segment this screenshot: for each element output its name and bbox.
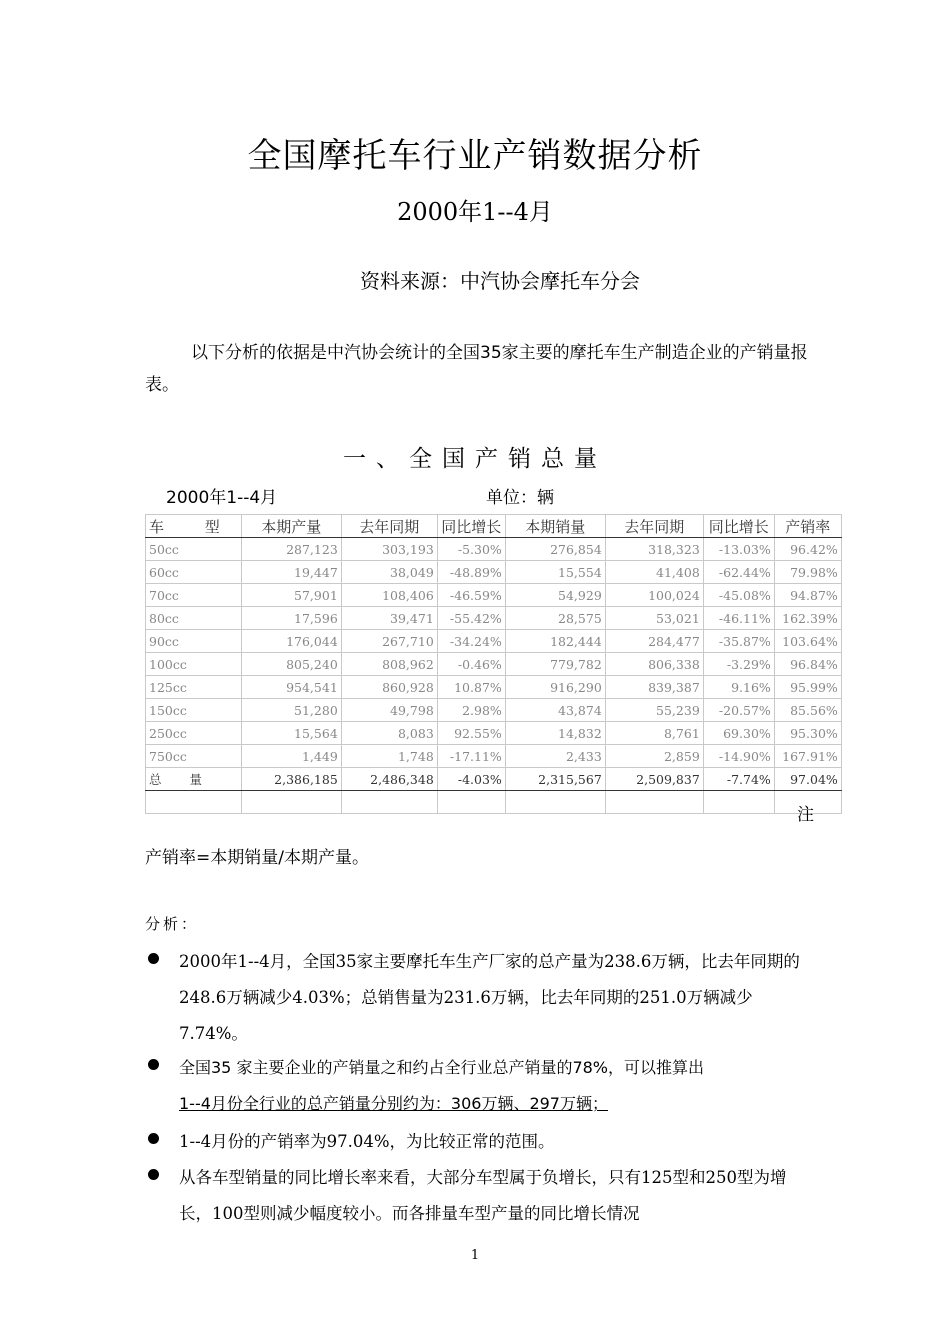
column-header: 产销率 [774,515,841,538]
table-cell: 318,323 [605,538,703,561]
table-row [146,699,842,722]
table-cell: -55.42% [437,607,505,630]
bullet-item [145,1160,815,1232]
table-cell: -14.90% [703,745,774,768]
table-cell: 50cc [146,538,242,561]
table-cell: -7.74% [703,768,774,791]
table-row [146,538,842,561]
column-header: 去年同期 [341,515,437,538]
table-cell [241,791,341,814]
column-header: 车 型 [146,515,242,538]
table-cell: -3.29% [703,653,774,676]
table-cell: 92.55% [437,722,505,745]
section-heading: 一、全国产销总量 [343,446,607,472]
table-cell: 150cc [146,699,242,722]
empty-row [146,791,842,814]
table-cell: 28,575 [505,607,605,630]
table-cell: 17,596 [241,607,341,630]
table-cell: 39,471 [341,607,437,630]
table-cell: 85.56% [774,699,841,722]
table-cell: 79.98% [774,561,841,584]
table-cell: 8,761 [605,722,703,745]
table-cell: 69.30% [703,722,774,745]
table-cell: 95.99% [774,676,841,699]
column-header: 去年同期 [605,515,703,538]
bullet-item [145,1124,815,1160]
table-period: 2000年1--4月 [166,488,278,508]
table-unit: 单位：辆 [486,488,554,508]
bullet-text-line: 全国35 家主要企业的产销量之和约占全行业总产销量的78%，可以推算出 [179,1058,705,1077]
table-cell: -0.46% [437,653,505,676]
table-cell: -35.87% [703,630,774,653]
table-cell: 2,386,185 [241,768,341,791]
table-cell: -62.44% [703,561,774,584]
intro-paragraph: 以下分析的依据是中汽协会统计的全国35家主要的摩托车生产制造企业的产销量报表。 [145,343,808,395]
table-cell: 14,832 [505,722,605,745]
table-cell: 60cc [146,561,242,584]
table-cell: 100cc [146,653,242,676]
table-cell: 808,962 [341,653,437,676]
note-marker: 注 [797,805,814,825]
table-cell [605,791,703,814]
table-cell: -34.24% [437,630,505,653]
table-cell: -46.59% [437,584,505,607]
table-cell: -4.03% [437,768,505,791]
table-cell [505,791,605,814]
bullet-icon [148,1169,159,1180]
table-cell: 167.91% [774,745,841,768]
table-cell: 80cc [146,607,242,630]
table-cell: 860,928 [341,676,437,699]
table-cell: -46.11% [703,607,774,630]
table-cell: 8,083 [341,722,437,745]
bullet-icon [148,1133,159,1144]
table-cell: 1,748 [341,745,437,768]
bullet-text: 2000年1--4月，全国35家主要摩托车生产厂家的总产量为238.6万辆，比去年同期的248.6万辆减少4.03%；总销售量为231.6万辆，比去年同期的251.0万辆减少7.74%。 [179,952,800,1043]
table-cell [146,791,242,814]
note-text: 产销率=本期销量/本期产量。 [145,848,369,868]
table-cell: 108,406 [341,584,437,607]
table-cell: 162.39% [774,607,841,630]
table-cell: 总 量 [146,768,242,791]
table-cell: 90cc [146,630,242,653]
bullet-icon [148,1059,159,1070]
table-cell: 9.16% [703,676,774,699]
table-cell: 779,782 [505,653,605,676]
table-cell: 49,798 [341,699,437,722]
table-cell: 51,280 [241,699,341,722]
table-cell: 916,290 [505,676,605,699]
document-title: 全国摩托车行业产销数据分析 [247,136,703,176]
production-sales-table [145,514,842,814]
table-header-row [146,515,842,538]
table-cell: 38,049 [341,561,437,584]
table-cell: 19,447 [241,561,341,584]
table-cell [341,791,437,814]
table-cell: -5.30% [437,538,505,561]
table-cell: 57,901 [241,584,341,607]
table-cell: 276,854 [505,538,605,561]
table-cell: 267,710 [341,630,437,653]
data-source: 资料来源：中汽协会摩托车分会 [360,269,640,293]
bullet-text: 1--4月份的产销率为97.04%，为比较正常的范围。 [179,1132,555,1151]
table-cell: 103.64% [774,630,841,653]
table-cell: 2,315,567 [505,768,605,791]
table-cell: -17.11% [437,745,505,768]
table-cell: 182,444 [505,630,605,653]
table-cell: 2,433 [505,745,605,768]
table-cell [703,791,774,814]
table-cell: 55,239 [605,699,703,722]
analysis-label: 分析： [145,915,200,933]
table-cell: 284,477 [605,630,703,653]
column-header: 本期销量 [505,515,605,538]
bullet-icon [148,953,159,964]
table-cell [437,791,505,814]
table-row [146,676,842,699]
table-row [146,584,842,607]
bullet-text-underlined: 1--4月份全行业的总产销量分别约为：306万辆、297万辆； [179,1094,608,1113]
total-row [146,768,842,791]
column-header: 同比增长 [703,515,774,538]
table-cell: 100,024 [605,584,703,607]
table-cell: 954,541 [241,676,341,699]
page-number: 1 [470,1248,480,1263]
table-cell: 97.04% [774,768,841,791]
table-cell: -48.89% [437,561,505,584]
table-row [146,607,842,630]
table-cell: 176,044 [241,630,341,653]
table-cell: 839,387 [605,676,703,699]
table-cell: 43,874 [505,699,605,722]
table-cell: 10.87% [437,676,505,699]
table-cell: 96.42% [774,538,841,561]
table-cell: 15,554 [505,561,605,584]
table-row [146,722,842,745]
table-row [146,561,842,584]
document-subtitle: 2000年1--4月 [397,198,553,226]
table-cell: 70cc [146,584,242,607]
table-cell: 2,509,837 [605,768,703,791]
bullet-text [179,1050,815,1122]
column-header: 本期产量 [241,515,341,538]
table-cell: 250cc [146,722,242,745]
table-cell: 15,564 [241,722,341,745]
table-cell: 303,193 [341,538,437,561]
table-cell: 805,240 [241,653,341,676]
table-row [146,745,842,768]
column-header: 同比增长 [437,515,505,538]
table-cell: 53,021 [605,607,703,630]
table-cell: -20.57% [703,699,774,722]
table-cell: 806,338 [605,653,703,676]
table-row [146,653,842,676]
bullet-item [145,944,815,1052]
table-cell: 2.98% [437,699,505,722]
table-cell: 95.30% [774,722,841,745]
table-cell: 125cc [146,676,242,699]
bullet-item [145,1050,815,1122]
table-cell: 1,449 [241,745,341,768]
table-cell: 287,123 [241,538,341,561]
table-cell: 41,408 [605,561,703,584]
table-cell: 2,859 [605,745,703,768]
table-cell: 94.87% [774,584,841,607]
table-cell: -45.08% [703,584,774,607]
table-cell: 2,486,348 [341,768,437,791]
bullet-text: 从各车型销量的同比增长率来看，大部分车型属于负增长，只有125型和250型为增长，100型则减少幅度较小。而各排量车型产量的同比增长情况 [179,1168,787,1223]
table-cell: 54,929 [505,584,605,607]
table-cell: -13.03% [703,538,774,561]
table-cell: 96.84% [774,653,841,676]
table-cell: 750cc [146,745,242,768]
table-row [146,630,842,653]
